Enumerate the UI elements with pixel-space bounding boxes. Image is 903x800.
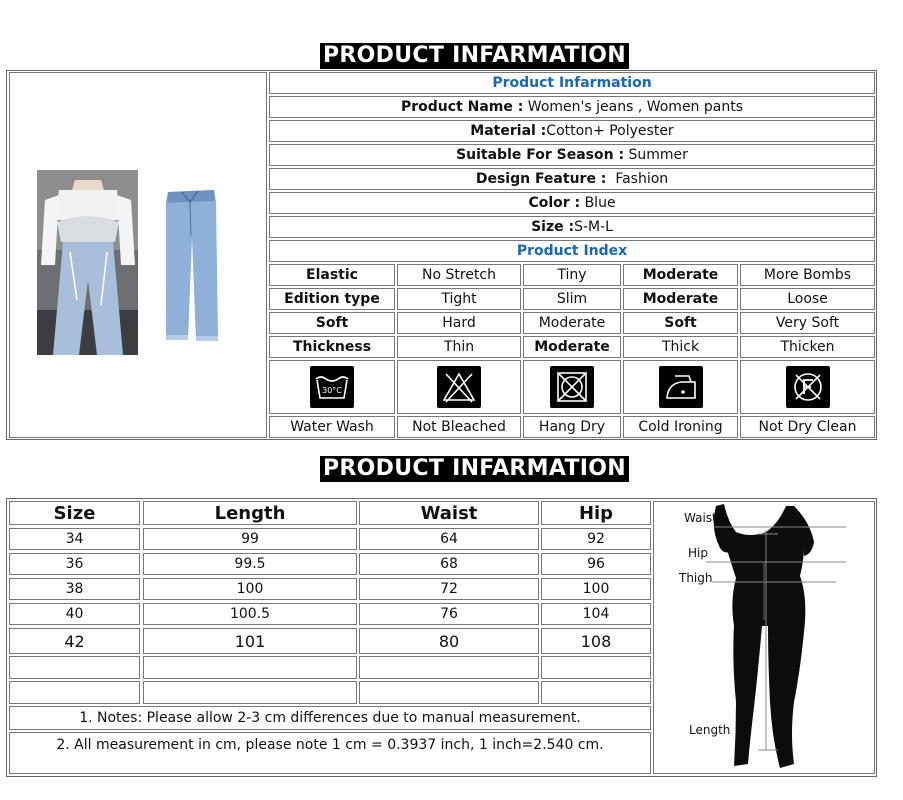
diagram-label-length: Length <box>689 723 731 737</box>
model-photo <box>37 170 138 355</box>
info-row-color <box>269 192 875 214</box>
care-label-not-dry-clean: Not Dry Clean <box>740 416 875 438</box>
hip-header: Hip <box>541 501 651 525</box>
hip-cell: 96 <box>541 553 651 575</box>
care-icon-cell <box>269 360 395 414</box>
index-label-elastic: Elastic <box>269 264 395 286</box>
info-label: Size : <box>531 219 575 235</box>
index-option: Thin <box>397 336 521 358</box>
empty-cell <box>143 656 357 679</box>
care-label-water-wash: Water Wash <box>269 416 395 438</box>
index-option: Tiny <box>523 264 621 286</box>
diagram-label-thigh: Thigh <box>679 571 713 585</box>
waist-cell: 68 <box>359 553 539 575</box>
index-option: Tight <box>397 288 521 310</box>
size-cell: 36 <box>9 553 140 575</box>
size-cell: 42 <box>9 628 140 654</box>
empty-cell <box>359 681 539 704</box>
index-option: Slim <box>523 288 621 310</box>
care-label-not-bleached: Not Bleached <box>397 416 521 438</box>
index-option: Hard <box>397 312 521 334</box>
hang-dry-icon <box>550 366 594 408</box>
note-unit-conversion: 2. All measurement in cm, please note 1 cm = 0.3937 inch, 1 inch=2.540 cm. <box>9 732 651 774</box>
index-option: Very Soft <box>740 312 875 334</box>
info-row-material <box>269 120 875 142</box>
length-cell: 100 <box>143 578 357 600</box>
info-value: Blue <box>580 195 616 211</box>
index-label-edition-type: Edition type <box>269 288 395 310</box>
index-label-soft: Soft <box>269 312 395 334</box>
index-option: No Stretch <box>397 264 521 286</box>
empty-cell <box>541 681 651 704</box>
length-cell: 101 <box>143 628 357 654</box>
index-option-selected: Moderate <box>623 288 738 310</box>
top-banner-title: PRODUCT INFARMATION <box>320 43 629 69</box>
index-option: Thick <box>623 336 738 358</box>
info-label: Design Feature : <box>475 171 607 187</box>
empty-cell <box>9 656 140 679</box>
info-row-design-feature <box>269 168 875 190</box>
empty-cell <box>541 656 651 679</box>
diagram-label-hip: Hip <box>688 546 708 560</box>
info-value: Cotton+ Polyester <box>546 123 674 139</box>
not-bleached-icon <box>437 366 481 408</box>
info-value: Women's jeans , Women pants <box>523 99 743 115</box>
hip-cell: 92 <box>541 528 651 550</box>
length-header: Length <box>143 501 357 525</box>
wash-temp-label: 30°C <box>322 386 342 395</box>
empty-cell <box>9 681 140 704</box>
body-silhouette-diagram <box>654 502 874 773</box>
diagram-label-waist: Waist <box>684 511 717 525</box>
waist-cell: 80 <box>359 628 539 654</box>
index-option-selected: Moderate <box>623 264 738 286</box>
info-row-product-name <box>269 96 875 118</box>
info-label: Color : <box>528 195 581 211</box>
care-label-cold-ironing: Cold Ironing <box>623 416 738 438</box>
info-label: Product Name : <box>401 99 524 115</box>
size-cell: 38 <box>9 578 140 600</box>
info-value: S-M-L <box>574 219 613 235</box>
bottom-banner-title: PRODUCT INFARMATION <box>320 456 629 482</box>
note-manual-measurement: 1. Notes: Please allow 2-3 cm differences due to manual measurement. <box>9 706 651 730</box>
waist-cell: 72 <box>359 578 539 600</box>
index-option: Loose <box>740 288 875 310</box>
info-row-size <box>269 216 875 238</box>
index-option: Thicken <box>740 336 875 358</box>
care-icon-cell <box>623 360 738 414</box>
info-title: Product Infarmation <box>269 72 875 94</box>
size-header: Size <box>9 501 140 525</box>
length-cell: 100.5 <box>143 603 357 625</box>
hip-cell: 104 <box>541 603 651 625</box>
length-cell: 99.5 <box>143 553 357 575</box>
empty-cell <box>359 656 539 679</box>
index-option: More Bombs <box>740 264 875 286</box>
info-value: Summer <box>624 147 688 163</box>
care-icon-cell <box>523 360 621 414</box>
info-label: Suitable For Season : <box>456 147 625 163</box>
info-label: Material : <box>470 123 547 139</box>
empty-cell <box>143 681 357 704</box>
info-value: Fashion <box>606 171 669 187</box>
index-option: Moderate <box>523 312 621 334</box>
water-wash-30c-icon <box>310 366 354 408</box>
index-option-selected: Moderate <box>523 336 621 358</box>
index-label-thickness: Thickness <box>269 336 395 358</box>
waist-cell: 76 <box>359 603 539 625</box>
index-option-selected: Soft <box>623 312 738 334</box>
product-index-title: Product Index <box>269 240 875 262</box>
waist-header: Waist <box>359 501 539 525</box>
care-label-hang-dry: Hang Dry <box>523 416 621 438</box>
care-icon-cell <box>740 360 875 414</box>
info-row-season <box>269 144 875 166</box>
hip-cell: 108 <box>541 628 651 654</box>
jeans-photo <box>160 188 220 345</box>
size-cell: 40 <box>9 603 140 625</box>
waist-cell: 64 <box>359 528 539 550</box>
size-cell: 34 <box>9 528 140 550</box>
cold-ironing-icon <box>659 366 703 408</box>
care-icon-cell <box>397 360 521 414</box>
length-cell: 99 <box>143 528 357 550</box>
not-dry-clean-icon <box>786 366 830 408</box>
hip-cell: 100 <box>541 578 651 600</box>
